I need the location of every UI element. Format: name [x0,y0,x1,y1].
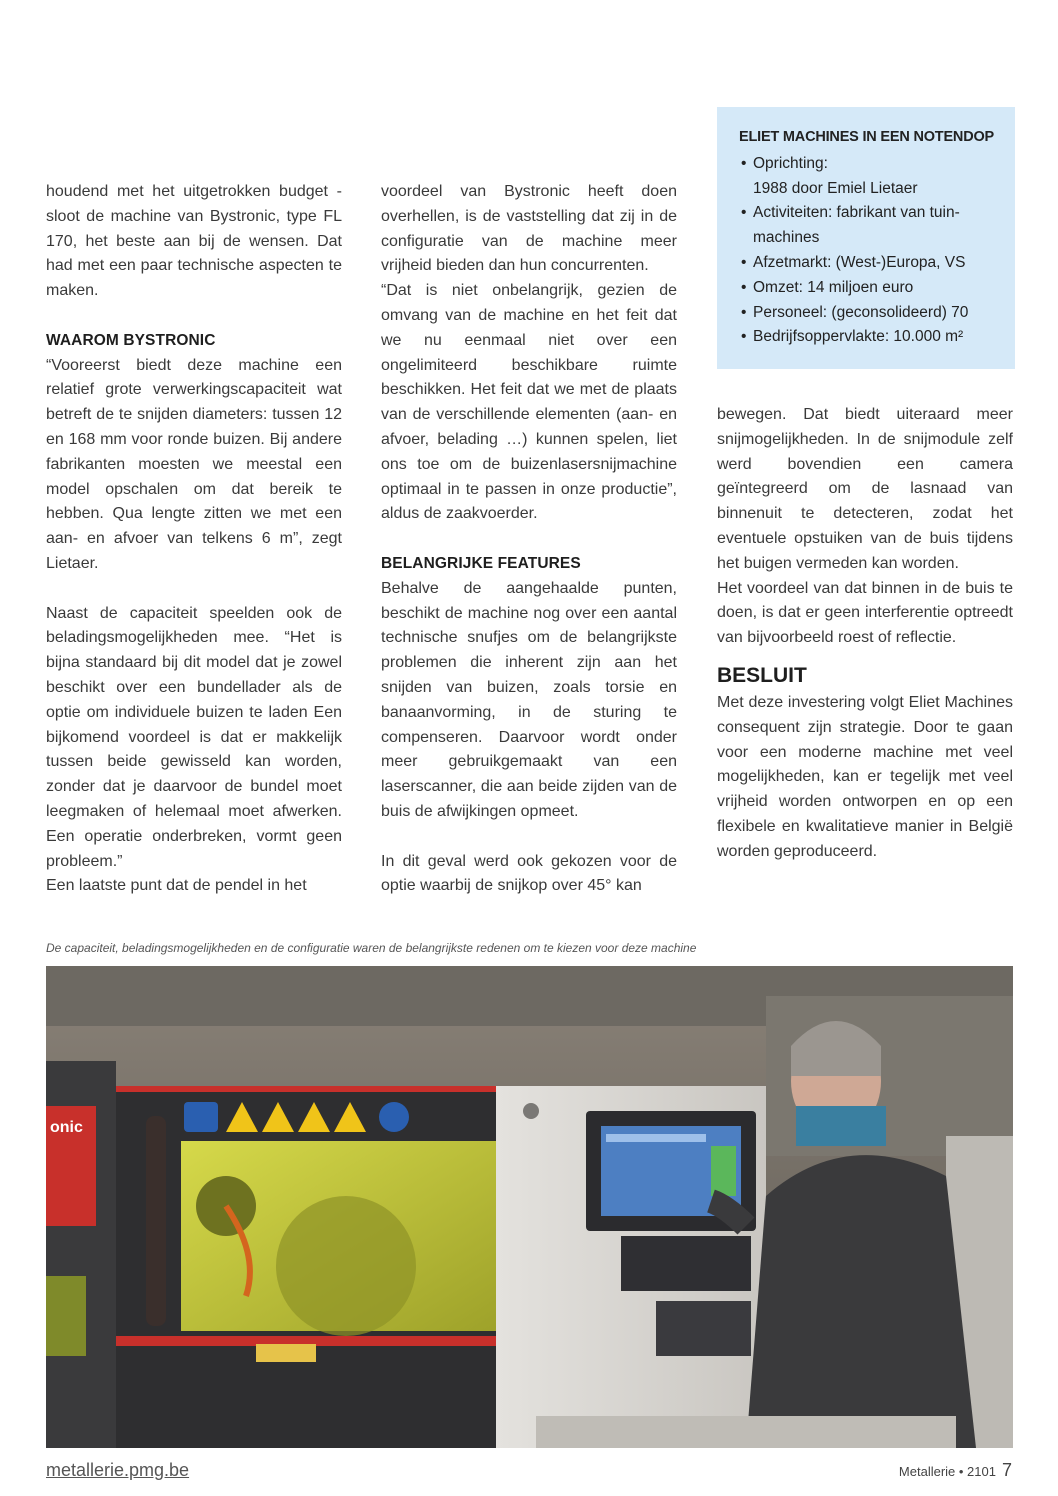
info-box-list [739,152,1015,350]
col2-paragraph-1: voordeel van Bystronic heeft doen overhellen, is de vaststelling dat zij in de configuratie van de machine meer vrijheid bieden dan hun concurrenten. [381,183,677,275]
website-link[interactable]: metallerie.pmg.be [46,1460,190,1480]
operator-keypad [656,1301,751,1356]
info-box-title: ELIET MACHINES IN EEN NOTENDOP [739,129,995,145]
operator-figure [746,1155,976,1448]
info-item-personeel: • Personeel: (geconsolideerd) 70 [739,301,1015,326]
info-item-sub: machines [753,229,820,247]
manual-sign-icon [184,1102,218,1132]
article-column-1 [46,180,342,899]
protection-sign-icon [379,1102,409,1132]
heading-besluit: BESLUIT [717,663,807,687]
heading-waarom-bystronic: WAAROM BYSTRONIC [46,331,216,349]
col3-paragraph-3: Met deze investering volgt Eliet Machines consequent zijn strategie. Door te gaan voor een moderne machine met veel mogelijkheden, kan er tegelijk met veel vrijheid worden ontworpen en op een flexibele en kwalitatieve manier in België worden geproduceerd. [717,693,1013,860]
col1-paragraph-1: houdend met het uitgetrokken budget - sloot de machine van Bystronic, type FL 170, het beste aan bij de wensen. Dat had met een paar technische aspecten te maken. [46,183,342,300]
photo-caption: De capaciteit, beladingsmogelijkheden en de configuratie waren de belangrijkste redenen om te kiezen voor deze machine [46,941,697,955]
col1-paragraph-4: Een laatste punt dat de pendel in het [46,877,307,895]
col1-paragraph-3: Naast de capaciteit speelden ook de beladingsmogelijkheden mee. “Het is bijna standaard bij dit model dat je zowel beschikt over een bundellader als de optie om individuele buizen te laden Een bijkomend voordeel is dat er makkelijk tussen beide gewisseld kan worden, zonder dat je daarvoor de bundel moet leegmaken of helemaal moet afwerken. Een operatie onderbreken, vormt geen probleem.” [46,604,342,870]
col3-paragraph-2: Het voordeel van dat binnen in de buis te doen, is dat er geen interferentie optreedt van bijvoorbeeld roest of reflectie. [717,579,1013,647]
article-column-3 [717,403,1013,865]
page-number: 7 [1001,1460,1012,1480]
col3-paragraph-1: bewegen. Dat biedt uiteraard meer snijmogelijkheden. In de snijmodule zelf werd bovendien een camera geïntegreerd om de lasnaad van binnenuit te detecteren, zodat het eventuele opstuiken van de buis tijdens het buigen vermeden kan worden. [717,406,1013,572]
info-item-sub: 1988 door Emiel Lietaer [753,179,918,197]
info-item-label: Oprichting: [753,154,828,172]
machine-brand-text: onic [50,1119,83,1136]
article-column-2 [381,180,677,899]
page-footer [899,1458,1012,1484]
machine-photo-illustration [46,966,1013,1448]
col1-paragraph-2: “Vooreerst biedt deze machine een relatief grote verwerkingscapaciteit wat betreft de te snijden diameters: tussen 12 en 168 mm voor ronde buizen. Bij andere fabrikanten moesten we meestal een model opschalen om dat bereik te hebben. Qua lengte zitten we met een aan- en afvoer van telkens 6 m”, zegt Lietaer. [46,356,342,572]
info-item-oprichting [739,152,1015,202]
info-item-omzet: • Omzet: 14 miljoen euro [739,276,1015,301]
info-box [717,107,1015,369]
door-handle [146,1116,166,1326]
info-item-label: Activiteiten: fabrikant van tuin- [753,204,960,222]
info-item-bedrijfsoppervlakte: • Bedrijfsoppervlakte: 10.000 m² [739,325,1015,350]
machine-photo [46,966,1013,1448]
col2-paragraph-3: Behalve de aangehaalde punten, beschikt de machine nog over een aantal technische snufjes om de belangrijkste problemen die inherent zijn aan het snijden van buizen, zoals torsie en banaanvorming, in de sturing te compenseren. Daarvoor wordt onder meer gebruikgemaakt van een laserscanner, die aan beide zijden van de buis de afwijkingen opmeet. [381,579,677,820]
publication-label: Metallerie • 2101 [898,1464,996,1479]
heading-belangrijke-features: BELANGRIJKE FEATURES [381,554,581,572]
col2-paragraph-2: “Dat is niet onbelangrijk, gezien de omvang van de machine en het feit dat we nu eenmaal niet over een ongelimiteerd beschikbare ruimte beschikken. Het feit dat we met de plaats van de verschillende elementen (aan- en afvoer, belading …) kunnen spelen, liet ons toe om de buizenlasersnijmachine optimaal in te passen in onze productie”, aldus de zaakvoerder. [381,282,677,523]
keyboard [621,1236,751,1291]
info-item-afzetmarkt: • Afzetmarkt: (West-)Europa, VS [739,251,1015,276]
col2-paragraph-4: In dit geval werd ook gekozen voor de optie waarbij de snijkop over 45° kan [381,852,677,895]
info-item-activiteiten [739,201,1015,251]
